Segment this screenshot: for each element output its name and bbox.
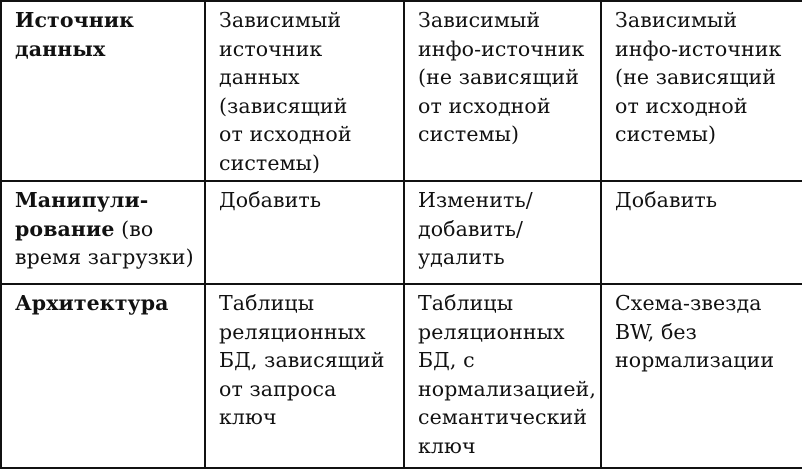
table-cell: Зависимый источник данных (зависящий от исходной системы) <box>205 1 404 181</box>
table-cell: Изменить/ добавить/ удалить <box>404 181 601 284</box>
row-header-label: Источник данных <box>15 8 135 61</box>
table-cell: Добавить <box>601 181 802 284</box>
table-cell: Зависимый инфо-источник (не зависящий от исходной системы) <box>404 1 601 181</box>
table-cell: Добавить <box>205 181 404 284</box>
row-header-data-source <box>1 1 205 181</box>
row-header-label: Манипули- рование <box>15 188 149 241</box>
table-cell: Схема-звезда BW, без нормализации <box>601 284 802 468</box>
table-row-architecture <box>1 284 802 468</box>
row-header-label: Архитектура <box>15 291 169 315</box>
row-header-manipulation <box>1 181 205 284</box>
table-row-manipulation <box>1 181 802 284</box>
table-cell: Таблицы реляционных БД, с нормализацией, семантический ключ <box>404 284 601 468</box>
table-cell: Зависимый инфо-источник (не зависящий от исходной системы) <box>601 1 802 181</box>
row-header-suffix: (во время загрузки) <box>15 216 194 269</box>
table-cell: Таблицы реляционных БД, зависящий от запроса ключ <box>205 284 404 468</box>
table-row-data-source <box>1 1 802 181</box>
row-header-architecture <box>1 284 205 468</box>
